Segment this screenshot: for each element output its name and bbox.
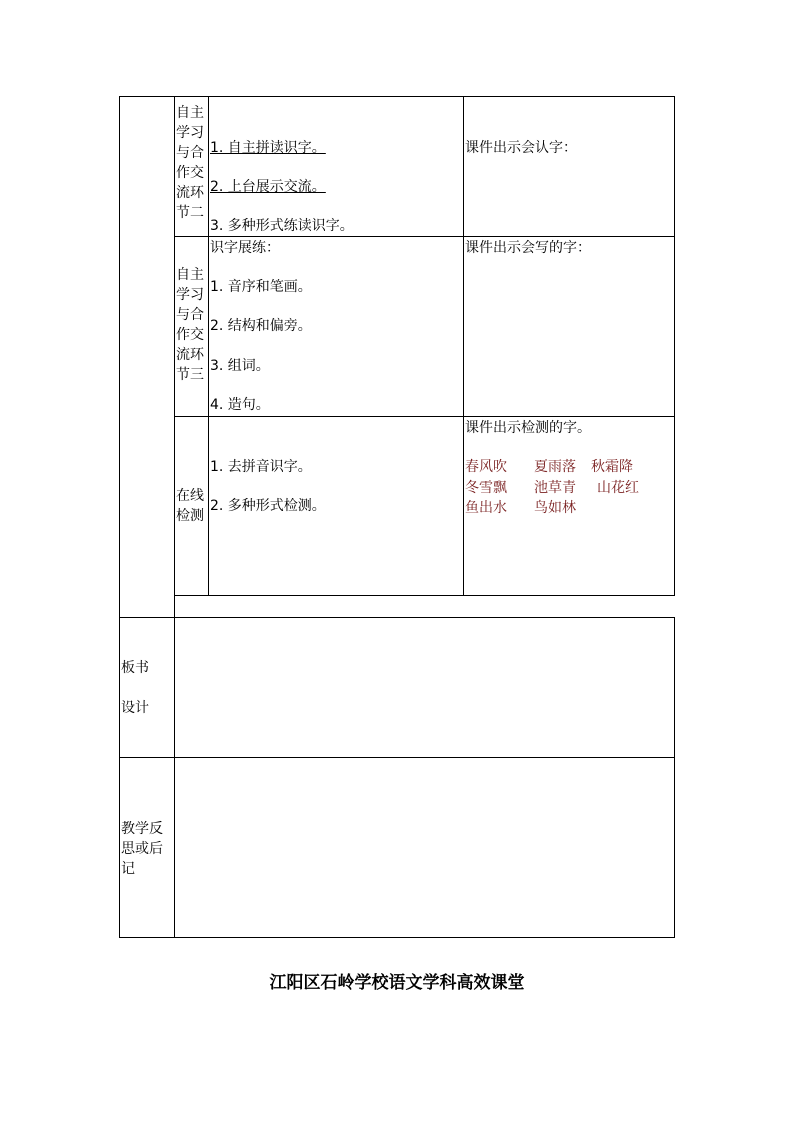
spacer-bottom-border — [119, 617, 675, 618]
reflection-label: 教学反思或后记 — [121, 821, 163, 877]
bottom-border — [119, 937, 675, 938]
label-col-border — [174, 96, 175, 938]
test-word: 春风吹 — [465, 459, 507, 475]
section-2-item-4: 4. 造句。 — [210, 397, 270, 413]
section-1-item-1: 1. 自主拼读识字。 — [210, 140, 326, 156]
row-divider-1 — [174, 236, 675, 237]
left-border — [119, 96, 120, 938]
test-word: 冬雪飘 — [465, 480, 507, 496]
section-2-item-3: 3. 组词。 — [210, 358, 270, 374]
right-border-upper — [674, 96, 675, 595]
section-2-item-1: 1. 音序和笔画。 — [210, 279, 312, 295]
section-2-heading: 识字展练： — [210, 240, 280, 256]
test-word: 鸟如林 — [534, 500, 576, 516]
test-word: 池草青 — [534, 480, 576, 496]
board-design-label-line-1: 板书 — [121, 660, 149, 676]
section-3-item-1: 1. 去拼音识字。 — [210, 459, 312, 475]
section-label-stage-3: 自主学习与合作交流环节三 — [176, 267, 204, 383]
test-word: 山花红 — [597, 480, 639, 496]
section-3-item-2: 2. 多种形式检测。 — [210, 498, 326, 514]
top-border — [119, 96, 675, 97]
board-bottom-border — [119, 757, 675, 758]
section-1-item-2: 2. 上台展示交流。 — [210, 179, 326, 195]
school-footer-title: 江阳区石岭学校语文学科高效课堂 — [269, 973, 525, 993]
row-divider-3 — [174, 595, 675, 596]
section-1-note: 课件出示会认字： — [465, 140, 577, 156]
section-label-stage-2: 自主学习与合作交流环节二 — [176, 105, 204, 221]
section-2-item-2: 2. 结构和偏旁。 — [210, 318, 312, 334]
section-1-item-3: 3. 多种形式练读识字。 — [210, 218, 354, 234]
section-3-note: 课件出示检测的字。 — [465, 420, 591, 436]
note-col-border — [463, 96, 464, 595]
right-border-lower — [674, 617, 675, 938]
row-divider-2 — [174, 416, 675, 417]
test-word: 鱼出水 — [465, 500, 507, 516]
section-label-online-test: 在线检测 — [176, 488, 204, 524]
section-2-note: 课件出示会写的字： — [465, 240, 591, 256]
board-design-label-line-2: 设计 — [121, 700, 149, 716]
test-word: 秋霜降 — [591, 459, 633, 475]
test-word: 夏雨落 — [534, 459, 576, 475]
